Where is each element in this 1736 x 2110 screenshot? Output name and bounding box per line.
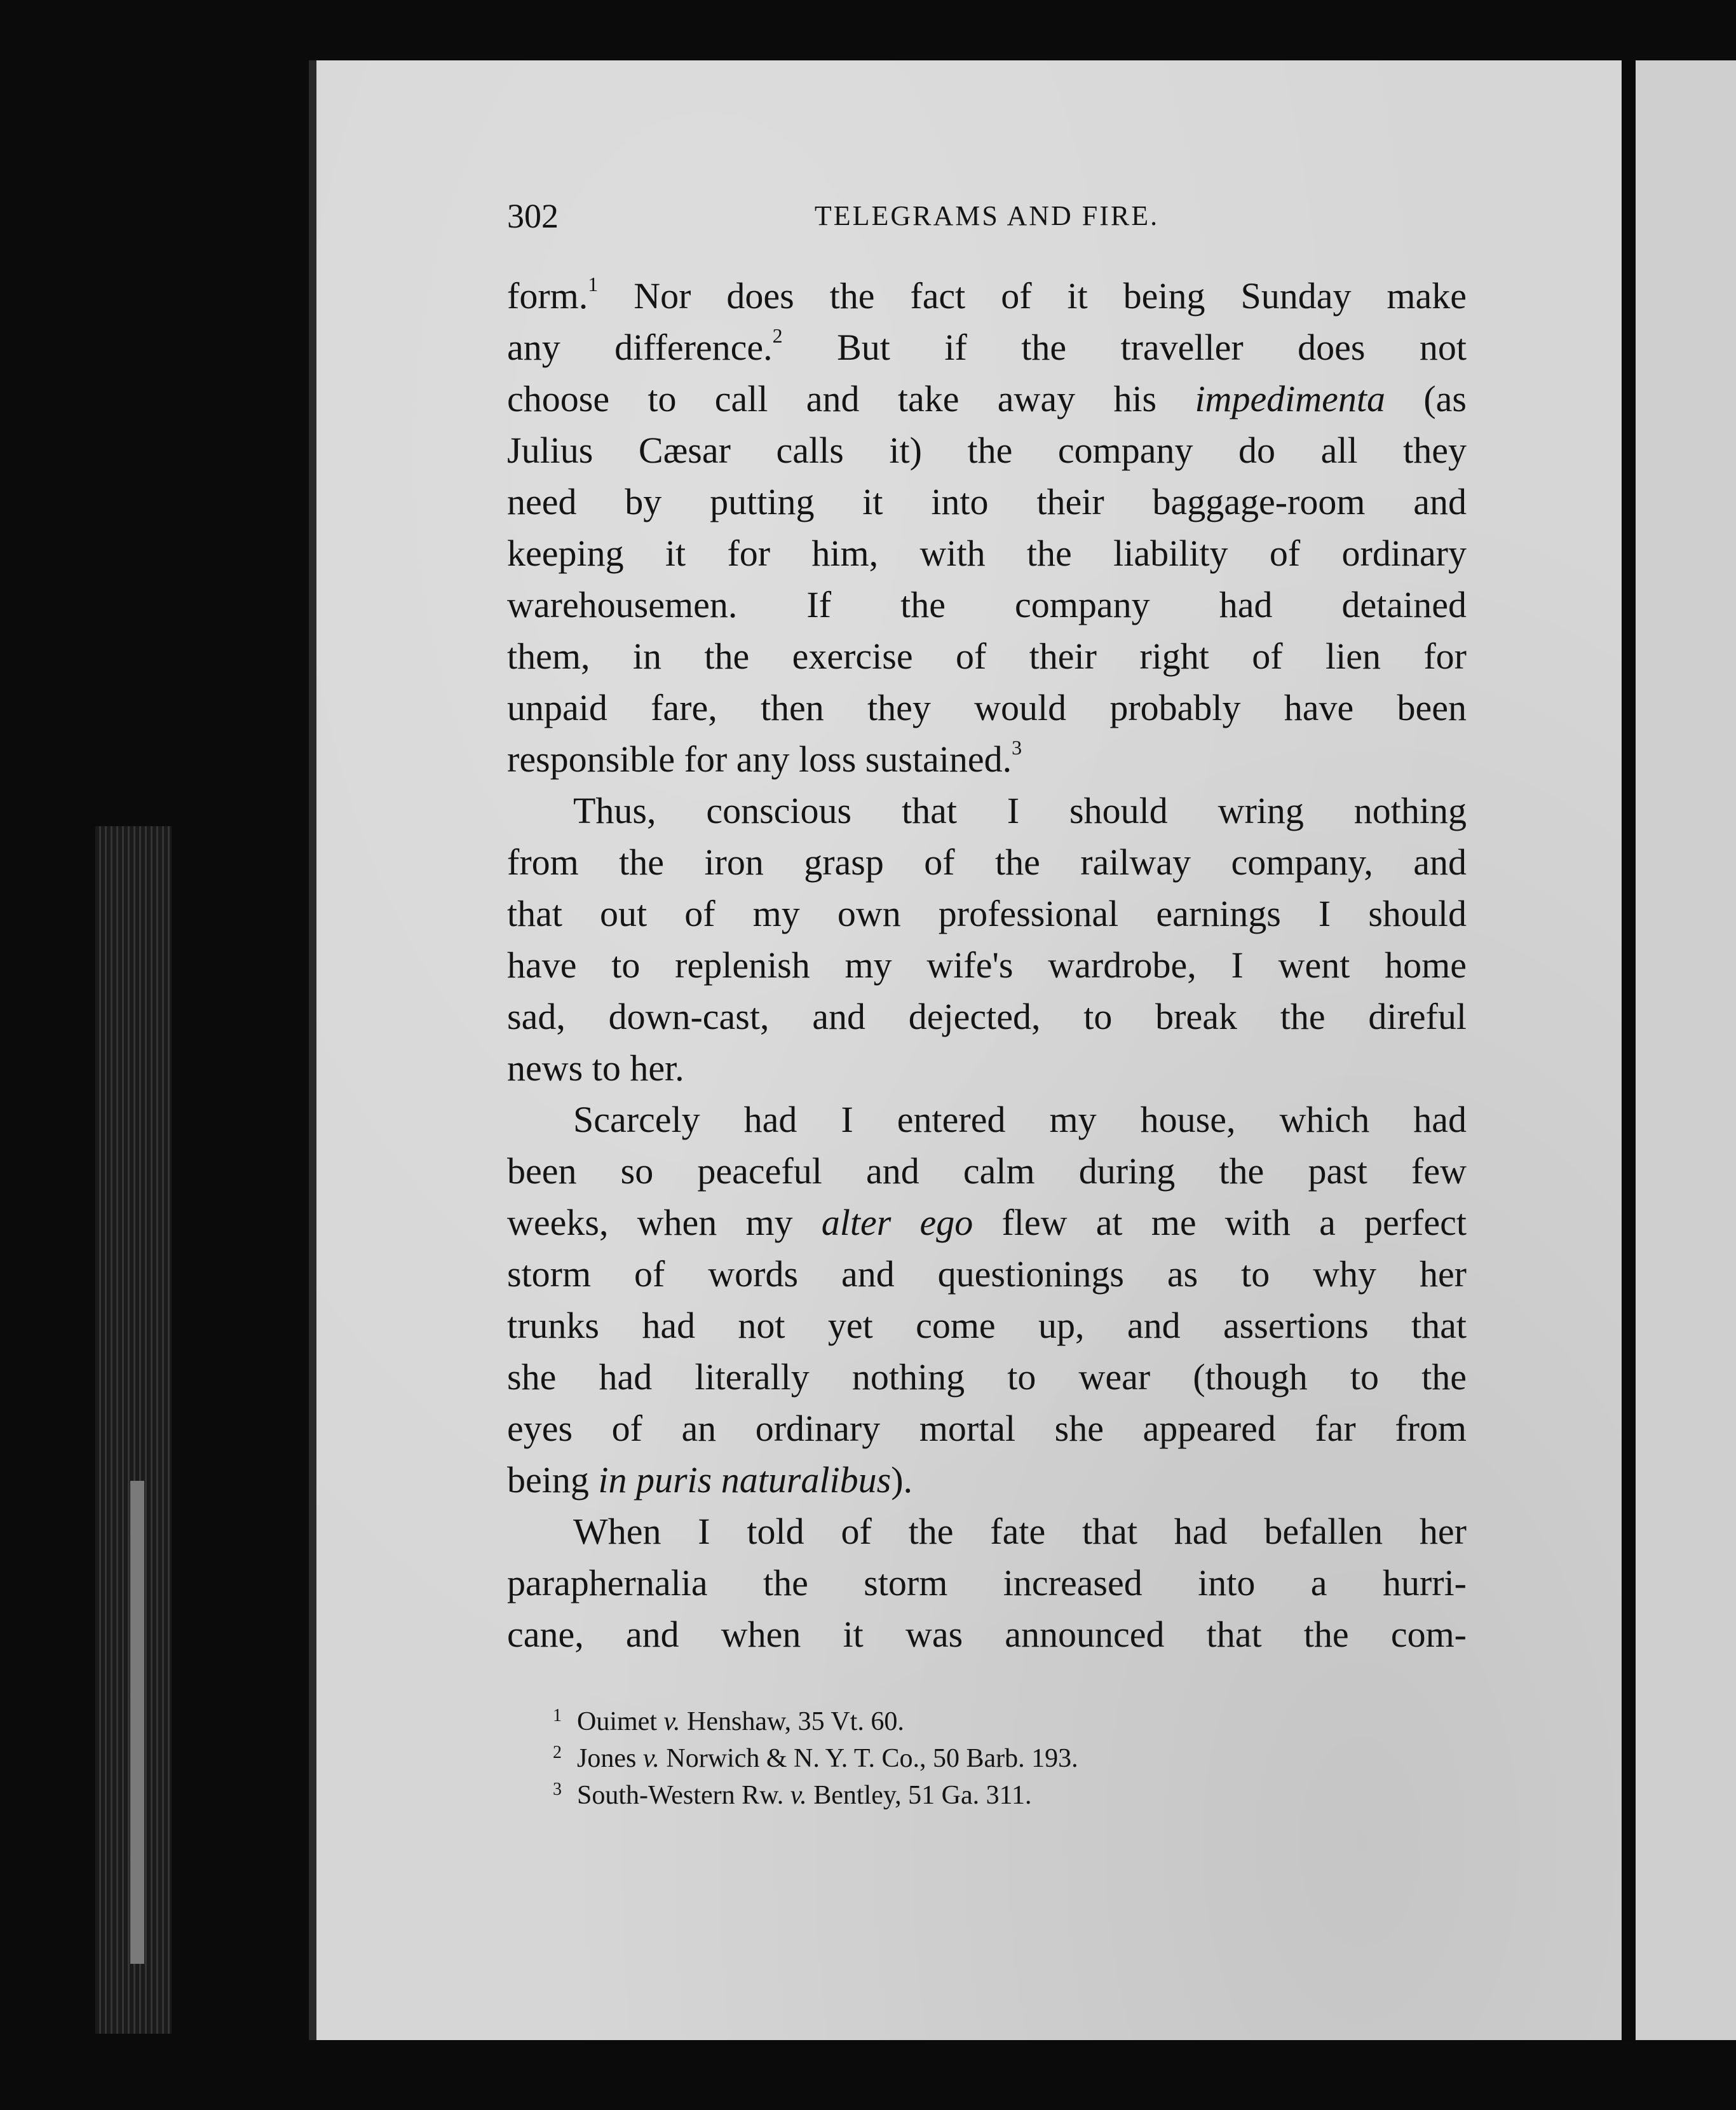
text-line [507, 528, 1467, 579]
text-run: Scarcely had I entered my house, which had [573, 1099, 1467, 1140]
text-run: she had literally nothing to wear (though to the [507, 1356, 1467, 1398]
text-run: Nor does the fact of it being Sunday make [598, 275, 1467, 316]
text-run: flew at me with a perfect [973, 1202, 1467, 1243]
text-line [507, 991, 1467, 1042]
text-run: being [507, 1459, 599, 1501]
text-line [507, 939, 1467, 991]
text-line [507, 1506, 1467, 1557]
italic-phrase: in puris naturalibus [598, 1459, 892, 1501]
footnote [553, 1777, 1347, 1814]
italic-phrase: impedimenta [1195, 378, 1386, 419]
text-line [507, 1197, 1467, 1248]
text-line [507, 733, 1467, 785]
text-line [507, 476, 1467, 528]
text-run: sad, down-cast, and dejected, to break the direful [507, 996, 1467, 1037]
text-run: Henshaw, 35 Vt. 60. [680, 1707, 904, 1736]
text-line [507, 630, 1467, 682]
book-edge-highlight [130, 1481, 144, 1964]
text-line [507, 1557, 1467, 1609]
text-run: keeping it for him, with the liability of ordinary [507, 533, 1467, 574]
italic-phrase: v. [642, 1744, 660, 1773]
text-run: Bentley, 51 Ga. 311. [806, 1781, 1032, 1810]
text-line [507, 836, 1467, 888]
text-line [507, 270, 1467, 322]
text-line [507, 1609, 1467, 1660]
footnote [553, 1740, 1347, 1777]
italic-phrase: alter ego [821, 1202, 973, 1243]
text-run: them, in the exercise of their right of lien for [507, 636, 1467, 677]
text-line [507, 1145, 1467, 1197]
text-run: form. [507, 275, 588, 316]
text-run: When I told of the fate that had befallen her [573, 1511, 1467, 1552]
text-run: trunks had not yet come up, and assertions that [507, 1305, 1467, 1346]
italic-phrase: v. [663, 1707, 681, 1736]
text-run: been so peaceful and calm during the past few [507, 1150, 1467, 1192]
footnote-mark: 2 [553, 1743, 562, 1762]
text-run: Julius Cæsar calls it) the company do all they [507, 430, 1467, 471]
text-run: choose to call and take away his [507, 378, 1195, 419]
text-run: Norwich & N. Y. T. Co., 50 Barb. 193. [659, 1744, 1078, 1773]
italic-phrase: v. [790, 1781, 807, 1810]
text-line [507, 682, 1467, 733]
text-run: ). [891, 1459, 913, 1501]
footnote-reference: 3 [1012, 736, 1022, 759]
text-run: news to her. [507, 1047, 684, 1089]
text-run: (as [1385, 378, 1467, 419]
text-run: warehousemen. If the company had detained [507, 584, 1467, 625]
text-run: weeks, when my [507, 1202, 822, 1243]
text-run: eyes of an ordinary mortal she appeared far from [507, 1408, 1467, 1449]
text-run: storm of words and questionings as to why her [507, 1253, 1467, 1295]
text-line [507, 1094, 1467, 1145]
text-run: that out of my own professional earnings I should [507, 893, 1467, 934]
text-run: Jones [577, 1744, 643, 1773]
text-line [507, 1248, 1467, 1300]
text-run: paraphernalia the storm increased into a hurri- [507, 1562, 1467, 1603]
text-line [507, 1042, 1467, 1094]
footnote [553, 1703, 1347, 1740]
text-line [507, 785, 1467, 836]
footnote-mark: 1 [553, 1706, 562, 1725]
text-run: have to replenish my wife's wardrobe, I went home [507, 944, 1467, 986]
page-gutter [1622, 60, 1636, 2040]
text-line [507, 1351, 1467, 1403]
text-line [507, 579, 1467, 630]
text-line [507, 1403, 1467, 1454]
text-run: cane, and when it was announced that the com- [507, 1614, 1467, 1655]
text-line [507, 425, 1467, 476]
page-number: 302 [507, 197, 559, 235]
running-head [507, 191, 1467, 242]
text-line [507, 1300, 1467, 1351]
text-run: any difference. [507, 327, 773, 368]
text-run: Thus, conscious that I should wring nothing [573, 790, 1467, 831]
footnote-reference: 2 [772, 324, 783, 347]
text-run: from the iron grasp of the railway company, and [507, 841, 1467, 883]
facing-page-edge [1636, 60, 1736, 2040]
text-line [507, 322, 1467, 373]
text-run: But if the traveller does not [782, 327, 1467, 368]
footnotes [553, 1703, 1347, 1814]
running-title: TELEGRAMS AND FIRE. [814, 200, 1160, 231]
text-line [507, 373, 1467, 425]
footnote-mark: 3 [553, 1780, 562, 1799]
text-run: unpaid fare, then they would probably have been [507, 687, 1467, 728]
text-line [507, 888, 1467, 939]
body-text [507, 270, 1467, 1660]
text-run: Ouimet [577, 1707, 664, 1736]
text-run: South-Western Rw. [577, 1781, 790, 1810]
text-run: need by putting it into their baggage-room and [507, 481, 1467, 522]
text-run: responsible for any loss sustained. [507, 738, 1012, 780]
footnote-reference: 1 [588, 273, 599, 296]
text-line [507, 1454, 1467, 1506]
